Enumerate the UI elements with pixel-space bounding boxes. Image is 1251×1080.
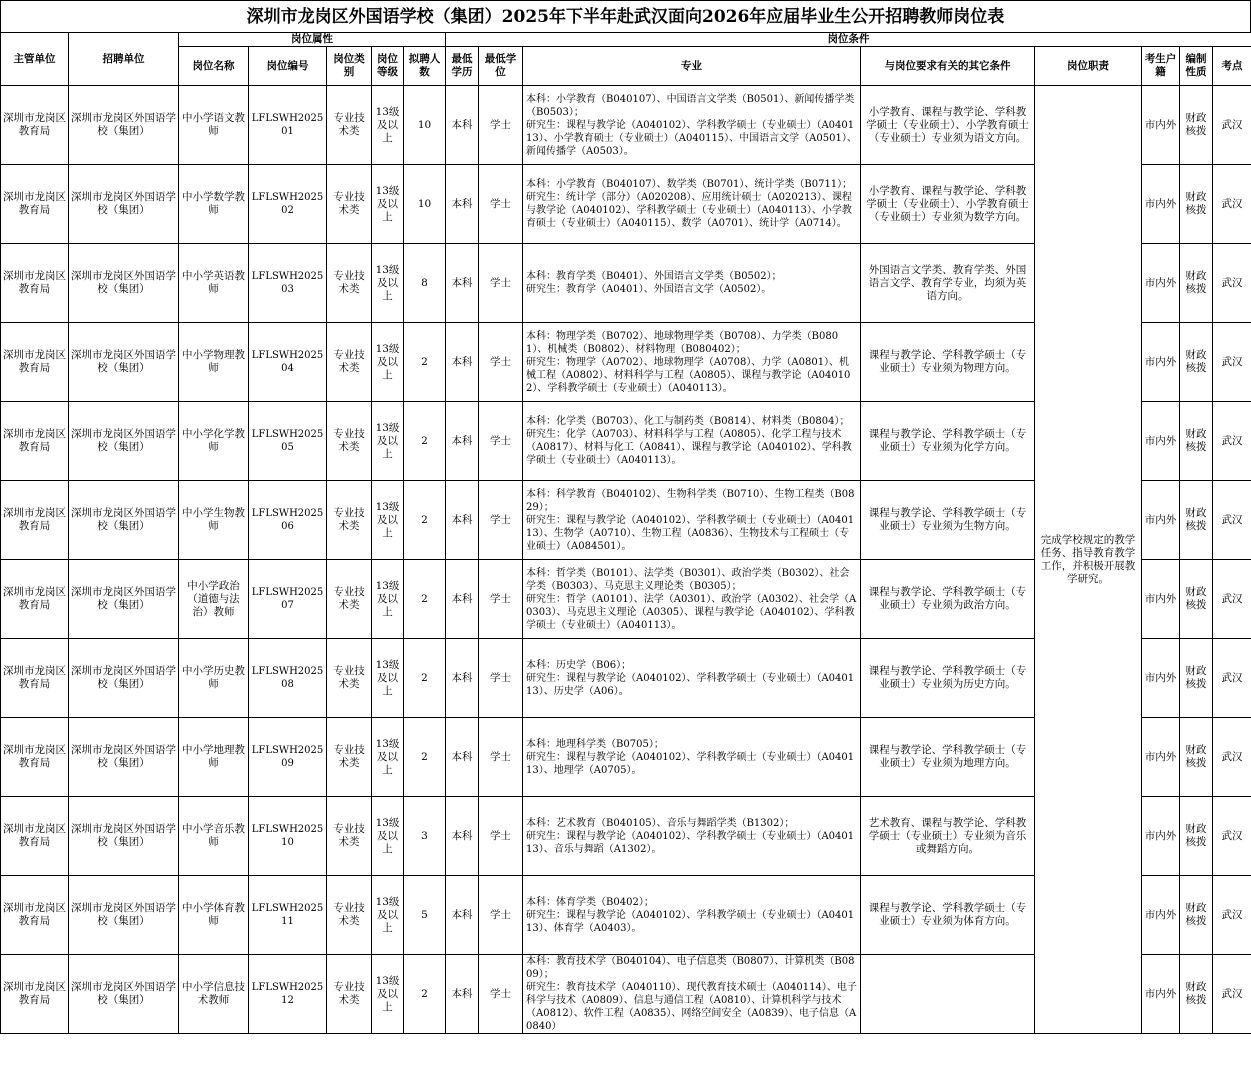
cell-position-code: LFLSWH202502 xyxy=(249,165,327,244)
cell-household: 市内外 xyxy=(1142,560,1180,639)
cell-position-level: 13级及以上 xyxy=(372,639,404,718)
cell-major xyxy=(523,560,861,639)
cell-other-conditions: 课程与教学论、学科教学硕士（专业硕士）专业须为历史方向。 xyxy=(861,639,1035,718)
cell-min-education: 本科 xyxy=(446,402,479,481)
cell-position-category: 专业技术类 xyxy=(327,718,372,797)
cell-exam-site: 武汉 xyxy=(1213,560,1251,639)
cell-other-conditions: 艺术教育、课程与教学论、学科教学硕士（专业硕士）专业须为音乐或舞蹈方向。 xyxy=(861,797,1035,876)
cell-min-degree: 学士 xyxy=(479,955,523,1034)
cell-household: 市内外 xyxy=(1142,86,1180,165)
cell-supervisor: 深圳市龙岗区教育局 xyxy=(1,797,69,876)
cell-supervisor: 深圳市龙岗区教育局 xyxy=(1,560,69,639)
cell-position-code: LFLSWH202505 xyxy=(249,402,327,481)
header-min-education: 最低学历 xyxy=(446,47,479,86)
cell-household: 市内外 xyxy=(1142,402,1180,481)
cell-min-degree: 学士 xyxy=(479,323,523,402)
cell-household: 市内外 xyxy=(1142,165,1180,244)
cell-position-level: 13级及以上 xyxy=(372,244,404,323)
cell-staffing: 财政核拨 xyxy=(1180,402,1213,481)
cell-major xyxy=(523,797,861,876)
cell-min-degree: 学士 xyxy=(479,876,523,955)
cell-position-code: LFLSWH202510 xyxy=(249,797,327,876)
cell-duty: 完成学校规定的教学任务、指导教育教学工作，并积极开展教学研究。 xyxy=(1035,86,1142,1034)
cell-planned-number: 2 xyxy=(404,955,446,1034)
cell-min-degree: 学士 xyxy=(479,86,523,165)
cell-employer: 深圳市龙岗区外国语学校（集团） xyxy=(69,481,179,560)
cell-household: 市内外 xyxy=(1142,876,1180,955)
major-line: 本科：化学类（B0703）、化工与制药类（B0814）、材料类（B0804）； xyxy=(526,416,850,427)
cell-position-level: 13级及以上 xyxy=(372,481,404,560)
major-line: 研究生：物理学（A0702）、地球物理学（A0708）、力学（A0801）、机械工程（A0802）、材料科学与工程（A0805）、课程与教学论（A040102）、学科教学硕士（专业硕士）（A040113）。 xyxy=(526,356,851,394)
cell-exam-site: 武汉 xyxy=(1213,86,1251,165)
cell-supervisor: 深圳市龙岗区教育局 xyxy=(1,718,69,797)
cell-position-level: 13级及以上 xyxy=(372,165,404,244)
cell-employer: 深圳市龙岗区外国语学校（集团） xyxy=(69,165,179,244)
cell-position-name: 中小学化学教师 xyxy=(179,402,249,481)
cell-exam-site: 武汉 xyxy=(1213,876,1251,955)
cell-major xyxy=(523,955,861,1034)
cell-major xyxy=(523,86,861,165)
cell-staffing: 财政核拨 xyxy=(1180,639,1213,718)
cell-staffing: 财政核拨 xyxy=(1180,797,1213,876)
major-line: 研究生：课程与教学论（A040102）、学科教学硕士（专业硕士）（A040113）、体育学（A0403）。 xyxy=(526,909,855,934)
cell-planned-number: 2 xyxy=(404,323,446,402)
cell-exam-site: 武汉 xyxy=(1213,165,1251,244)
cell-other-conditions: 课程与教学论、学科教学硕士（专业硕士）专业须为物理方向。 xyxy=(861,323,1035,402)
major-line: 研究生：课程与教学论（A040102）、学科教学硕士（专业硕士）（A040113）、音乐与舞蹈（A1302）。 xyxy=(526,830,855,855)
cell-household: 市内外 xyxy=(1142,718,1180,797)
cell-staffing: 财政核拨 xyxy=(1180,718,1213,797)
major-line: 研究生：统计学（部分）（A020208）、应用统计硕士（A020213）、课程与教学论（A040102）、学科教学硕士（专业硕士）（A040113）、小学教育硕士（专业硕士）（A040115）、数学（A0701）、统计学（A0714）。 xyxy=(526,192,852,229)
major-line: 本科：体育学类（B0402）； xyxy=(526,896,654,908)
cell-min-education: 本科 xyxy=(446,639,479,718)
cell-min-education: 本科 xyxy=(446,86,479,165)
cell-planned-number: 10 xyxy=(404,86,446,165)
header-other-conditions: 与岗位要求有关的其它条件 xyxy=(861,47,1035,86)
cell-major xyxy=(523,165,861,244)
cell-position-category: 专业技术类 xyxy=(327,165,372,244)
cell-min-education: 本科 xyxy=(446,876,479,955)
header-duty: 岗位职责 xyxy=(1035,47,1142,86)
cell-employer: 深圳市龙岗区外国语学校（集团） xyxy=(69,876,179,955)
cell-min-education: 本科 xyxy=(446,165,479,244)
header-min-degree: 最低学位 xyxy=(479,47,523,86)
cell-other-conditions: 小学教育、课程与教学论、学科教学硕士（专业硕士）、小学教育硕士（专业硕士）专业须为语文方向。 xyxy=(861,86,1035,165)
cell-min-degree: 学士 xyxy=(479,718,523,797)
cell-position-name: 中小学英语教师 xyxy=(179,244,249,323)
header-pos-name: 岗位名称 xyxy=(179,47,249,86)
cell-position-code: LFLSWH202509 xyxy=(249,718,327,797)
major-line: 研究生：课程与教学论（A040102）、学科教学硕士（专业硕士）（A040113）、历史学（A06）。 xyxy=(526,672,855,697)
major-line: 本科：历史学（B06）； xyxy=(526,659,632,671)
cell-position-name: 中小学地理教师 xyxy=(179,718,249,797)
cell-exam-site: 武汉 xyxy=(1213,244,1251,323)
cell-staffing: 财政核拨 xyxy=(1180,244,1213,323)
cell-staffing: 财政核拨 xyxy=(1180,955,1213,1034)
cell-other-conditions: 课程与教学论、学科教学硕士（专业硕士）专业须为生物方向。 xyxy=(861,481,1035,560)
cell-position-level: 13级及以上 xyxy=(372,323,404,402)
cell-position-code: LFLSWH202503 xyxy=(249,244,327,323)
cell-position-code: LFLSWH202508 xyxy=(249,639,327,718)
cell-supervisor: 深圳市龙岗区教育局 xyxy=(1,165,69,244)
cell-other-conditions: 课程与教学论、学科教学硕士（专业硕士）专业须为体育方向。 xyxy=(861,876,1035,955)
cell-employer: 深圳市龙岗区外国语学校（集团） xyxy=(69,402,179,481)
cell-min-education: 本科 xyxy=(446,323,479,402)
cell-position-level: 13级及以上 xyxy=(372,955,404,1034)
cell-staffing: 财政核拨 xyxy=(1180,481,1213,560)
cell-position-category: 专业技术类 xyxy=(327,323,372,402)
cell-position-category: 专业技术类 xyxy=(327,86,372,165)
cell-min-education: 本科 xyxy=(446,797,479,876)
major-line: 研究生：教育学（A0401）、外国语言文学（A0502）。 xyxy=(526,284,772,295)
cell-supervisor: 深圳市龙岗区教育局 xyxy=(1,86,69,165)
cell-min-education: 本科 xyxy=(446,481,479,560)
header-planned-number: 拟聘人数 xyxy=(404,47,446,86)
cell-min-education: 本科 xyxy=(446,244,479,323)
cell-position-level: 13级及以上 xyxy=(372,86,404,165)
major-line: 本科：教育学类（B0401）、外国语言文学类（B0502）； xyxy=(526,271,782,282)
cell-exam-site: 武汉 xyxy=(1213,955,1251,1034)
header-pos-category: 岗位类别 xyxy=(327,47,372,86)
cell-min-degree: 学士 xyxy=(479,481,523,560)
header-position-attrs: 岗位属性 xyxy=(179,33,446,47)
cell-other-conditions: 课程与教学论、学科教学硕士（专业硕士）专业须为政治方向。 xyxy=(861,560,1035,639)
cell-planned-number: 10 xyxy=(404,165,446,244)
header-household: 考生户籍 xyxy=(1142,47,1180,86)
cell-position-code: LFLSWH202512 xyxy=(249,955,327,1034)
cell-employer: 深圳市龙岗区外国语学校（集团） xyxy=(69,86,179,165)
cell-other-conditions: 外国语言文学类、教育学类、外国语言文学、教育学专业，均须为英语方向。 xyxy=(861,244,1035,323)
cell-exam-site: 武汉 xyxy=(1213,639,1251,718)
major-line: 研究生：化学（A0703）、材料科学与工程（A0805）、化学工程与技术（A0817）、材料与化工（A0841）、课程与教学论（A040102）、学科教学硕士（专业硕士）（A040113）。 xyxy=(526,429,852,466)
cell-supervisor: 深圳市龙岗区教育局 xyxy=(1,323,69,402)
cell-min-education: 本科 xyxy=(446,560,479,639)
cell-min-degree: 学士 xyxy=(479,165,523,244)
cell-employer: 深圳市龙岗区外国语学校（集团） xyxy=(69,797,179,876)
major-line: 研究生：哲学（A0101）、法学（A0301）、政治学（A0302）、社会学（A0303）、马克思主义理论（A0305）、课程与教学论（A040102）、学科教学硕士（专业硕士）（A040113）。 xyxy=(526,593,857,631)
header-staffing: 编制性质 xyxy=(1180,47,1213,86)
cell-planned-number: 5 xyxy=(404,876,446,955)
cell-other-conditions: 课程与教学论、学科教学硕士（专业硕士）专业须为地理方向。 xyxy=(861,718,1035,797)
major-line: 本科：艺术教育（B040105）、音乐与舞蹈学类（B1302）； xyxy=(526,817,795,829)
cell-staffing: 财政核拨 xyxy=(1180,323,1213,402)
recruitment-table xyxy=(0,32,1251,1034)
header-employer: 招聘单位 xyxy=(69,33,179,86)
cell-other-conditions: 课程与教学论、学科教学硕士（专业硕士）专业须为化学方向。 xyxy=(861,402,1035,481)
cell-min-degree: 学士 xyxy=(479,560,523,639)
cell-position-name: 中小学生物教师 xyxy=(179,481,249,560)
cell-position-code: LFLSWH202504 xyxy=(249,323,327,402)
cell-position-name: 中小学数学教师 xyxy=(179,165,249,244)
cell-exam-site: 武汉 xyxy=(1213,323,1251,402)
cell-position-level: 13级及以上 xyxy=(372,560,404,639)
cell-supervisor: 深圳市龙岗区教育局 xyxy=(1,402,69,481)
cell-household: 市内外 xyxy=(1142,955,1180,1034)
cell-household: 市内外 xyxy=(1142,797,1180,876)
cell-min-education: 本科 xyxy=(446,955,479,1034)
cell-position-level: 13级及以上 xyxy=(372,718,404,797)
cell-position-name: 中小学物理教师 xyxy=(179,323,249,402)
cell-position-category: 专业技术类 xyxy=(327,481,372,560)
header-supervisor: 主管单位 xyxy=(1,33,69,86)
cell-position-category: 专业技术类 xyxy=(327,876,372,955)
cell-household: 市内外 xyxy=(1142,639,1180,718)
cell-supervisor: 深圳市龙岗区教育局 xyxy=(1,244,69,323)
page-title: 深圳市龙岗区外国语学校（集团）2025年下半年赴武汉面向2026年应届毕业生公开招聘教师岗位表 xyxy=(0,0,1251,32)
major-line: 本科：教育技术学（B040104）、电子信息类（B0807）、计算机类（B0809）； xyxy=(526,956,855,980)
major-line: 本科：小学教育（B040107）、中国语言文学类（B0501）、新闻传播学类（B0503）； xyxy=(526,93,855,118)
cell-major xyxy=(523,323,861,402)
header-exam-site: 考点 xyxy=(1213,47,1251,86)
header-major: 专业 xyxy=(523,47,861,86)
cell-supervisor: 深圳市龙岗区教育局 xyxy=(1,639,69,718)
cell-min-degree: 学士 xyxy=(479,639,523,718)
cell-staffing: 财政核拨 xyxy=(1180,165,1213,244)
cell-planned-number: 8 xyxy=(404,244,446,323)
cell-position-category: 专业技术类 xyxy=(327,955,372,1034)
cell-household: 市内外 xyxy=(1142,323,1180,402)
cell-major xyxy=(523,481,861,560)
cell-employer: 深圳市龙岗区外国语学校（集团） xyxy=(69,639,179,718)
header-pos-code: 岗位编号 xyxy=(249,47,327,86)
cell-employer: 深圳市龙岗区外国语学校（集团） xyxy=(69,955,179,1034)
cell-min-education: 本科 xyxy=(446,718,479,797)
cell-min-degree: 学士 xyxy=(479,402,523,481)
cell-employer: 深圳市龙岗区外国语学校（集团） xyxy=(69,244,179,323)
major-line: 本科：哲学类（B0101）、法学类（B0301）、政治学类（B0302）、社会学类（B0303）、马克思主义理论类（B0305）； xyxy=(526,567,850,592)
cell-supervisor: 深圳市龙岗区教育局 xyxy=(1,955,69,1034)
header-pos-level: 岗位等级 xyxy=(372,47,404,86)
cell-employer: 深圳市龙岗区外国语学校（集团） xyxy=(69,323,179,402)
cell-exam-site: 武汉 xyxy=(1213,718,1251,797)
cell-major xyxy=(523,402,861,481)
cell-household: 市内外 xyxy=(1142,244,1180,323)
cell-position-name: 中小学历史教师 xyxy=(179,639,249,718)
cell-other-conditions: 小学教育、课程与教学论、学科教学硕士（专业硕士）、小学教育硕士（专业硕士）专业须为数学方向。 xyxy=(861,165,1035,244)
cell-supervisor: 深圳市龙岗区教育局 xyxy=(1,876,69,955)
cell-major xyxy=(523,639,861,718)
cell-household: 市内外 xyxy=(1142,481,1180,560)
cell-planned-number: 2 xyxy=(404,481,446,560)
cell-other-conditions xyxy=(861,955,1035,1034)
cell-position-category: 专业技术类 xyxy=(327,797,372,876)
cell-employer: 深圳市龙岗区外国语学校（集团） xyxy=(69,560,179,639)
cell-exam-site: 武汉 xyxy=(1213,797,1251,876)
major-line: 本科：小学教育（B040107）、数学类（B0701）、统计学类（B0711）； xyxy=(526,179,853,190)
cell-major xyxy=(523,244,861,323)
cell-position-code: LFLSWH202511 xyxy=(249,876,327,955)
major-line: 本科：物理学类（B0702）、地球物理学类（B0708）、力学类（B0801）、机械类（B0802）、材料物理（B080402）； xyxy=(526,330,839,355)
cell-major xyxy=(523,718,861,797)
cell-planned-number: 2 xyxy=(404,402,446,481)
cell-position-category: 专业技术类 xyxy=(327,560,372,639)
cell-position-level: 13级及以上 xyxy=(372,876,404,955)
cell-position-name: 中小学政治（道德与法治）教师 xyxy=(179,560,249,639)
cell-planned-number: 3 xyxy=(404,797,446,876)
cell-position-name: 中小学语文教师 xyxy=(179,86,249,165)
cell-position-category: 专业技术类 xyxy=(327,639,372,718)
cell-position-level: 13级及以上 xyxy=(372,402,404,481)
cell-major xyxy=(523,876,861,955)
major-line: 本科：科学教育（B040102）、生物科学类（B0710）、生物工程类（B0829）； xyxy=(526,488,855,513)
cell-position-name: 中小学信息技术教师 xyxy=(179,955,249,1034)
cell-exam-site: 武汉 xyxy=(1213,481,1251,560)
cell-position-level: 13级及以上 xyxy=(372,797,404,876)
major-line: 研究生：教育技术学（A040110）、现代教育技术硕士（A040114）、电子科学与技术（A0809）、信息与通信工程（A0810）、计算机科学与技术（A0812）、软件工程（A0835）、网络空间安全（A0839）、电子信息（A0840） xyxy=(526,982,857,1032)
cell-position-code: LFLSWH202506 xyxy=(249,481,327,560)
table-row xyxy=(1,86,1251,165)
cell-position-code: LFLSWH202501 xyxy=(249,86,327,165)
major-line: 研究生：课程与教学论（A040102）、学科教学硕士（专业硕士）（A040113）、地理学（A0705）。 xyxy=(526,751,855,776)
cell-position-name: 中小学体育教师 xyxy=(179,876,249,955)
cell-min-degree: 学士 xyxy=(479,244,523,323)
cell-exam-site: 武汉 xyxy=(1213,402,1251,481)
cell-min-degree: 学士 xyxy=(479,797,523,876)
cell-supervisor: 深圳市龙岗区教育局 xyxy=(1,481,69,560)
cell-position-category: 专业技术类 xyxy=(327,402,372,481)
major-line: 研究生：课程与教学论（A040102）、学科教学硕士（专业硕士）（A040113）、小学教育硕士（专业硕士）（A040115）、中国语言文学（A0501）、新闻传播学（A0503）。 xyxy=(526,119,857,157)
cell-planned-number: 2 xyxy=(404,560,446,639)
major-line: 本科：地理科学类（B0705）； xyxy=(526,738,664,750)
cell-employer: 深圳市龙岗区外国语学校（集团） xyxy=(69,718,179,797)
cell-planned-number: 2 xyxy=(404,718,446,797)
cell-position-category: 专业技术类 xyxy=(327,244,372,323)
cell-staffing: 财政核拨 xyxy=(1180,560,1213,639)
cell-position-code: LFLSWH202507 xyxy=(249,560,327,639)
major-line: 研究生：课程与教学论（A040102）、学科教学硕士（专业硕士）（A040113）、生物学（A0710）、生物工程（A0836）、生物技术与工程硕士（专业硕士）（A084501）。 xyxy=(526,514,855,552)
cell-position-name: 中小学音乐教师 xyxy=(179,797,249,876)
cell-staffing: 财政核拨 xyxy=(1180,86,1213,165)
cell-staffing: 财政核拨 xyxy=(1180,876,1213,955)
header-position-conditions: 岗位条件 xyxy=(446,33,1251,47)
cell-planned-number: 2 xyxy=(404,639,446,718)
